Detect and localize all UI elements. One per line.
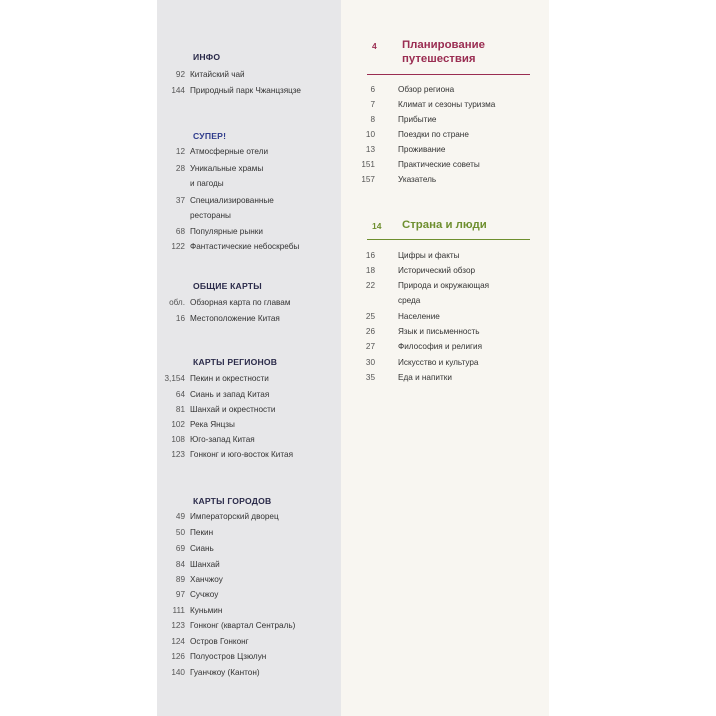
planning-chapter-header[interactable]: [372, 38, 532, 68]
page-number: 108: [171, 435, 185, 444]
page-number: 157: [361, 175, 375, 184]
page-number: 151: [361, 160, 375, 169]
page-number: 8: [370, 115, 375, 124]
page-number: 28: [175, 164, 185, 173]
item-label: Императорский дворец: [190, 512, 279, 521]
item-label: Фантастические небоскребы: [190, 242, 300, 251]
info-heading: ИНФО: [193, 52, 221, 62]
item-label: Население: [398, 312, 440, 321]
people-divider: [367, 239, 530, 240]
item-label: Обзор региона: [398, 85, 455, 94]
item-label: Прибытие: [398, 115, 437, 124]
page-number: 111: [172, 606, 185, 615]
page-number: 140: [171, 668, 185, 677]
item-label: Природный парк Чжанцзяцзе: [190, 86, 301, 95]
page-number: 126: [171, 652, 185, 661]
item-label: Полуостров Цзюлун: [190, 652, 267, 661]
page-number: 16: [175, 314, 185, 323]
page-number: 22: [365, 281, 375, 290]
page-number: 102: [171, 420, 185, 429]
page-number: 12: [175, 147, 185, 156]
item-label: Исторический обзор: [398, 266, 476, 275]
item-label: Еда и напитки: [398, 373, 452, 382]
region-maps-heading: КАРТЫ РЕГИОНОВ: [193, 357, 278, 367]
item-label: Указатель: [398, 175, 437, 184]
page-number: 13: [365, 145, 375, 154]
page-number: 27: [365, 342, 375, 351]
item-label: и пагоды: [190, 179, 224, 188]
page-number: 7: [370, 100, 375, 109]
chapter-title-line2: путешествия: [402, 53, 476, 65]
page-number: 16: [365, 251, 375, 260]
chapter-title: Страна и люди: [402, 219, 487, 231]
item-label: Популярные рынки: [190, 227, 263, 236]
item-label: Юго-запад Китая: [190, 435, 255, 444]
page-number: 81: [175, 405, 185, 414]
item-label: рестораны: [190, 211, 231, 220]
page-number: 49: [175, 512, 185, 521]
page-number: 123: [171, 450, 185, 459]
chapter-title: Планирование: [402, 39, 485, 51]
chapter-page-number: 14: [372, 221, 382, 231]
item-label: Куньмин: [190, 606, 223, 615]
planning-divider: [367, 74, 530, 75]
page-number: 123: [171, 621, 185, 630]
item-label: Река Янцзы: [190, 420, 235, 429]
page-number: 144: [171, 86, 185, 95]
item-label: Атмосферные отели: [190, 147, 269, 156]
page-number: 10: [365, 130, 375, 139]
page-number: 6: [370, 85, 375, 94]
item-label: Проживание: [398, 145, 446, 154]
page-number: 18: [365, 266, 375, 275]
item-label: Гонконг (квартал Сентраль): [190, 621, 296, 630]
page-number: 35: [365, 373, 375, 382]
item-label: Местоположение Китая: [190, 314, 280, 323]
item-label: Ханчжоу: [190, 575, 223, 584]
item-label: Гонконг и юго-восток Китая: [190, 450, 294, 459]
city-maps-heading: КАРТЫ ГОРОДОВ: [193, 496, 272, 506]
super-heading: СУПЕР!: [193, 131, 227, 141]
page-number: 26: [365, 327, 375, 336]
general-maps-heading: ОБЩИЕ КАРТЫ: [193, 281, 262, 291]
page-number: обл.: [169, 298, 185, 307]
item-label: Философия и религия: [398, 342, 483, 351]
chapter-page-number: 4: [372, 41, 377, 51]
item-label: Климат и сезоны туризма: [398, 100, 496, 109]
item-label: Гуанчжоу (Кантон): [190, 668, 260, 677]
item-label: Цифры и факты: [398, 251, 460, 260]
item-label: Язык и письменность: [398, 327, 480, 336]
page-number: 84: [175, 560, 185, 569]
page-number: 124: [171, 637, 185, 646]
page-number: 3,154: [164, 374, 185, 383]
page-number: 69: [175, 544, 185, 553]
item-label: Природа и окружающая: [398, 281, 490, 290]
page-number: 97: [175, 590, 185, 599]
page-number: 30: [365, 358, 375, 367]
page-number: 64: [175, 390, 185, 399]
item-label: Остров Гонконг: [190, 637, 249, 646]
item-label: Уникальные храмы: [190, 164, 264, 173]
item-label: Обзорная карта по главам: [190, 298, 291, 307]
page-number: 50: [175, 528, 185, 537]
item-label: Искусство и культура: [398, 358, 479, 367]
item-label: Сучжоу: [190, 590, 219, 599]
people-chapter-header[interactable]: [372, 218, 532, 234]
item-label: Шанхай и окрестности: [190, 405, 276, 414]
item-label: Пекин: [190, 528, 214, 537]
page-number: 25: [365, 312, 375, 321]
page-number: 92: [175, 70, 185, 79]
item-label: Сиань: [190, 544, 214, 553]
item-label: Специализированные: [190, 196, 274, 205]
page-number: 89: [175, 575, 185, 584]
item-label: среда: [398, 296, 421, 305]
page-number: 37: [175, 196, 185, 205]
item-label: Китайский чай: [190, 70, 245, 79]
item-label: Сиань и запад Китая: [190, 390, 270, 399]
page-number: 68: [175, 227, 185, 236]
item-label: Шанхай: [190, 560, 220, 569]
item-label: Поездки по стране: [398, 130, 469, 139]
item-label: Практические советы: [398, 160, 480, 169]
page-number: 122: [171, 242, 185, 251]
item-label: Пекин и окрестности: [190, 374, 269, 383]
